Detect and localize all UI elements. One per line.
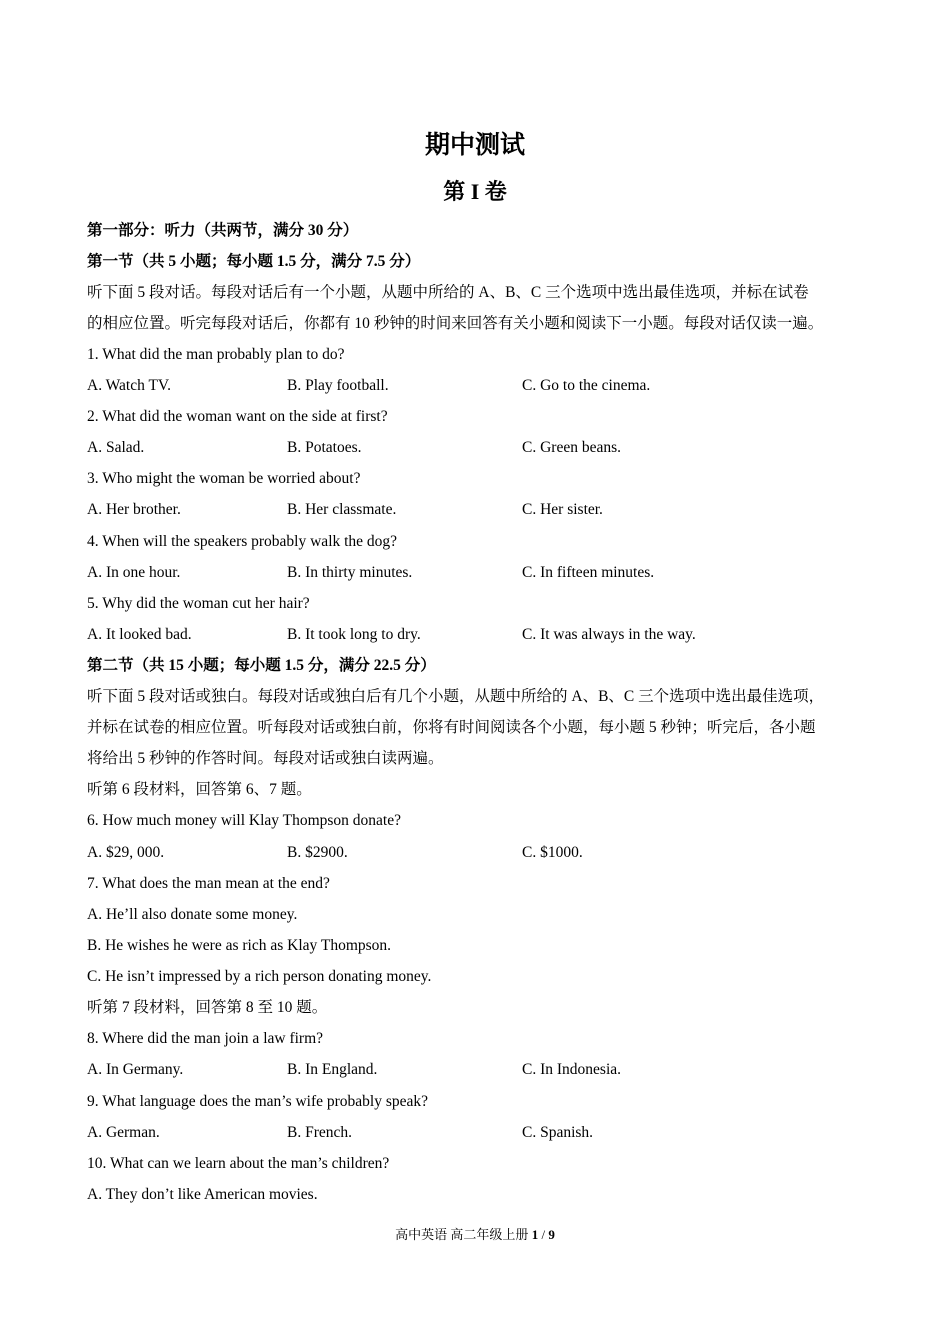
question-4: 4. When will the speakers probably walk the dog? — [87, 533, 398, 550]
option-b: B. In England. — [287, 1061, 378, 1078]
option-a: A. In one hour. — [87, 564, 181, 581]
option-c: C. He isn’t impressed by a rich person donating money. — [87, 968, 432, 985]
option-a: A. German. — [87, 1124, 160, 1141]
option-b: B. $2900. — [287, 844, 348, 861]
section1-heading: 第一节（共 5 小题；每小题 1.5 分，满分 7.5 分） — [87, 253, 421, 270]
question-7: 7. What does the man mean at the end? — [87, 875, 330, 892]
page-title: 期中测试 — [424, 132, 525, 159]
footer-label: 高中英语 高二年级上册 — [395, 1227, 529, 1242]
option-a: A. Her brother. — [87, 501, 181, 518]
option-b: B. He wishes he were as rich as Klay Thompson. — [87, 937, 392, 954]
section1-instructions: 的相应位置。听完每段对话后，你都有 10 秒钟的时间来回答有关小题和阅读下一小题。每段对话仅读一遍。 — [87, 315, 824, 332]
option-a: A. They don’t like American movies. — [87, 1186, 318, 1203]
question-6: 6. How much money will Klay Thompson donate? — [87, 812, 401, 829]
option-a: A. He’ll also donate some money. — [87, 906, 298, 923]
option-b: B. Play football. — [287, 377, 389, 394]
part1-heading: 第一部分：听力（共两节，满分 30 分） — [87, 222, 359, 239]
option-b: B. French. — [287, 1124, 353, 1141]
option-c: C. Her sister. — [522, 501, 603, 518]
section2-instructions: 并标在试卷的相应位置。听每段对话或独白前，你将有时间阅读各个小题，每小题 5 秒钟；听完后，各小题 — [87, 719, 816, 736]
option-b: B. It took long to dry. — [287, 626, 421, 643]
section2-instructions: 将给出 5 秒钟的作答时间。每段对话或独白读两遍。 — [87, 750, 444, 767]
question-2: 2. What did the woman want on the side at first? — [87, 408, 388, 425]
option-c: C. $1000. — [522, 844, 583, 861]
question-10: 10. What can we learn about the man’s children? — [87, 1155, 390, 1172]
page-total: 9 — [548, 1227, 555, 1242]
option-a: A. Watch TV. — [87, 377, 172, 394]
section2-heading: 第二节（共 15 小题；每小题 1.5 分，满分 22.5 分） — [87, 657, 436, 674]
option-c: C. In fifteen minutes. — [522, 564, 655, 581]
option-a: A. Salad. — [87, 439, 145, 456]
section1-instructions: 听下面 5 段对话。每段对话后有一个小题，从题中所给的 A、B、C 三个选项中选出最佳选项，并标在试卷 — [87, 284, 809, 301]
question-8: 8. Where did the man join a law firm? — [87, 1030, 324, 1047]
page-footer — [0, 1226, 950, 1244]
option-a: A. $29, 000. — [87, 844, 165, 861]
option-c: C. It was always in the way. — [522, 626, 696, 643]
material-6-instruction: 听第 6 段材料，回答第 6、7 题。 — [87, 781, 312, 798]
option-c: C. In Indonesia. — [522, 1061, 622, 1078]
section2-instructions: 听下面 5 段对话或独白。每段对话或独白后有几个小题，从题中所给的 A、B、C 三个选项中选出最佳选项， — [87, 688, 825, 705]
question-1: 1. What did the man probably plan to do? — [87, 346, 345, 363]
option-c: C. Go to the cinema. — [522, 377, 651, 394]
option-c: C. Green beans. — [522, 439, 621, 456]
material-7-instruction: 听第 7 段材料，回答第 8 至 10 题。 — [87, 999, 328, 1016]
question-9: 9. What language does the man’s wife probably speak? — [87, 1093, 429, 1110]
option-a: A. In Germany. — [87, 1061, 184, 1078]
option-b: B. Her classmate. — [287, 501, 397, 518]
option-b: B. In thirty minutes. — [287, 564, 413, 581]
question-5: 5. Why did the woman cut her hair? — [87, 595, 310, 612]
question-3: 3. Who might the woman be worried about? — [87, 470, 361, 487]
option-a: A. It looked bad. — [87, 626, 192, 643]
page-subtitle: 第 I 卷 — [443, 179, 507, 204]
page-number: 1 — [531, 1227, 539, 1242]
page-separator: / — [541, 1227, 546, 1242]
option-c: C. Spanish. — [522, 1124, 594, 1141]
option-b: B. Potatoes. — [287, 439, 362, 456]
